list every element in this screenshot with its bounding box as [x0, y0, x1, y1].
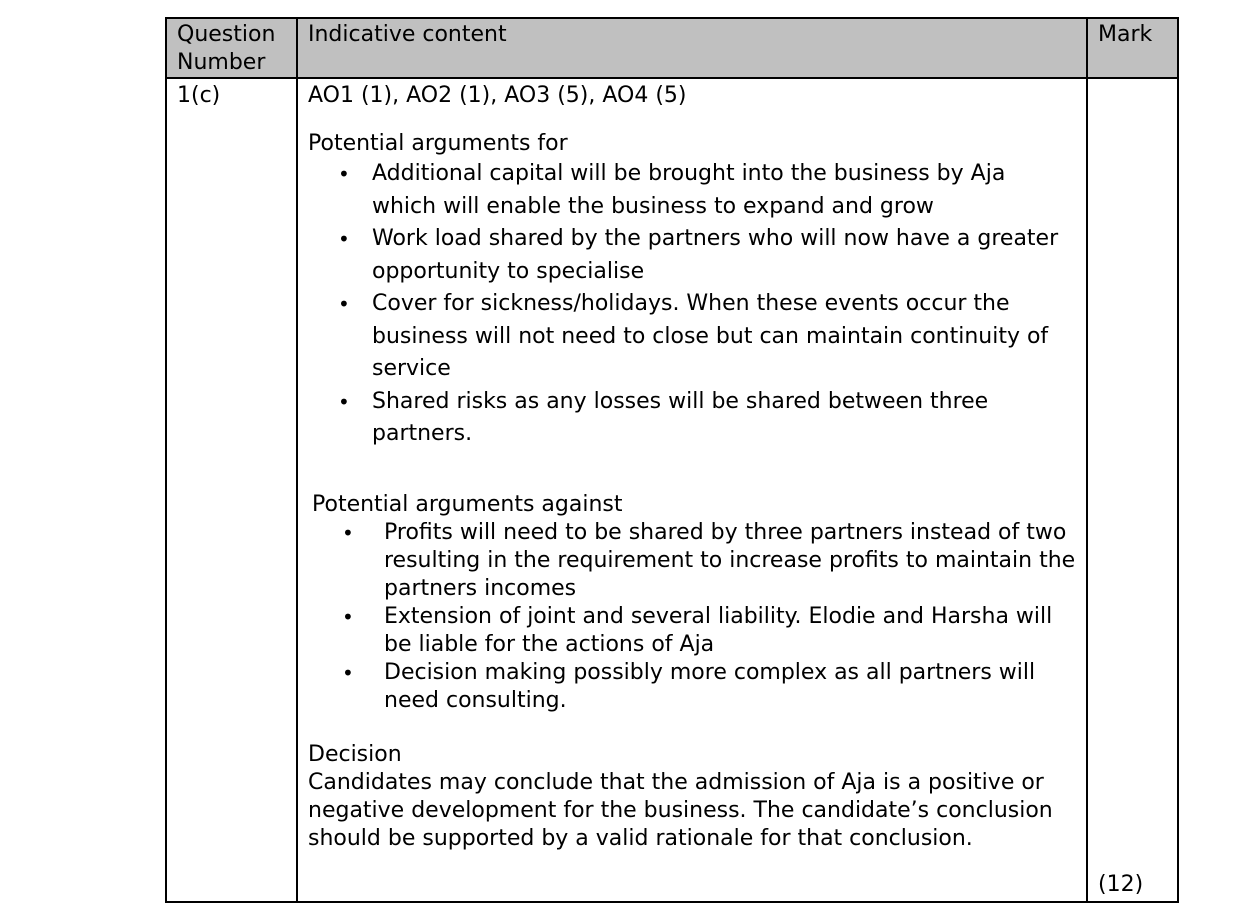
- decision-text: Candidates may conclude that the admission of Aja is a positive or negative development for the business. The candidate’s conclusion should be supported by a valid rationale for that conclusion.: [308, 769, 1053, 851]
- header-row: [166, 18, 1178, 78]
- list-item: • Extension of joint and several liability. Elodie and Harsha will be liable for the actions of Aja: [342, 603, 1076, 659]
- header-question-number: Question Number: [166, 18, 297, 78]
- header-mark: Mark: [1087, 18, 1178, 78]
- list-item: • Cover for sickness/holidays. When these events occur the business will not need to close but can maintain continuity of service: [338, 288, 1076, 386]
- question-number-cell: 1(c): [166, 78, 297, 902]
- decision-heading: Decision: [308, 741, 402, 767]
- list-item: • Decision making possibly more complex as all partners will need consulting.: [342, 659, 1076, 715]
- header-indicative-content: Indicative content: [297, 18, 1087, 78]
- assessment-objectives: AO1 (1), AO2 (1), AO3 (5), AO4 (5): [308, 83, 687, 108]
- list-item: • Work load shared by the partners who will now have a greater opportunity to specialise: [338, 223, 1076, 288]
- mark-value: (12): [1098, 872, 1144, 897]
- list-item: • Shared risks as any losses will be shared between three partners.: [338, 386, 1076, 451]
- mark-scheme-table: [165, 17, 1179, 903]
- list-item: • Profits will need to be shared by three partners instead of two resulting in the requirement to increase profits to maintain the partners incomes: [342, 519, 1076, 603]
- question-row: [166, 78, 1178, 902]
- arguments-against-heading: Potential arguments against: [312, 491, 623, 517]
- mark-cell: [1087, 78, 1178, 902]
- arguments-for-heading: Potential arguments for: [308, 131, 568, 156]
- list-item: • Additional capital will be brought into the business by Aja which will enable the business to expand and grow: [338, 158, 1076, 223]
- arguments-against-list: [312, 519, 1076, 715]
- arguments-for-list: [308, 158, 1076, 451]
- indicative-content-cell: [297, 78, 1087, 902]
